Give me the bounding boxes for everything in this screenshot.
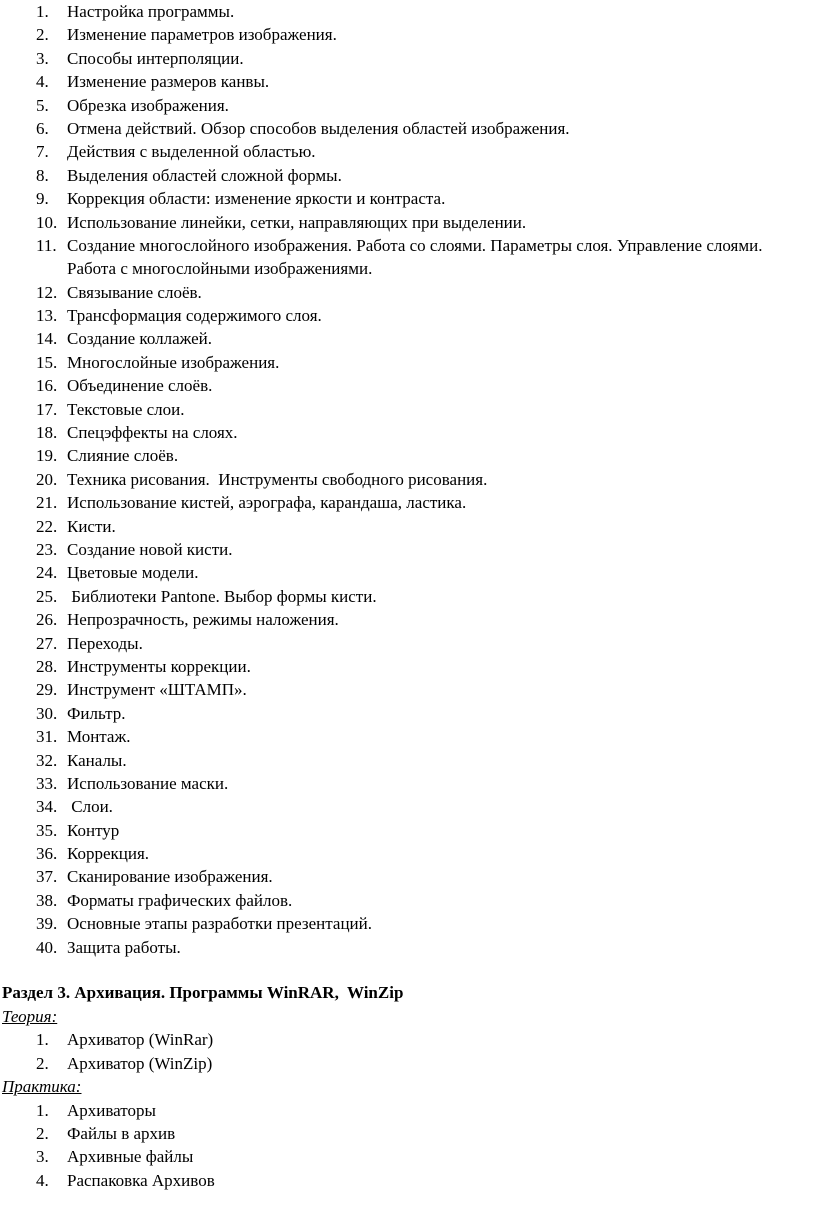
- list-item: [0, 842, 816, 865]
- list-item: [0, 421, 816, 444]
- item-text: Архиватор (WinZip): [67, 1053, 213, 1073]
- item-number: 3.: [36, 1147, 49, 1167]
- list-item: [0, 468, 816, 491]
- item-text: Многослойные изображения.: [67, 352, 280, 372]
- list-item: [0, 912, 816, 935]
- list-item: [0, 327, 816, 350]
- item-number: 31.: [36, 727, 58, 747]
- item-text: Форматы графических файлов.: [67, 890, 293, 910]
- list-item: [0, 234, 816, 281]
- item-number: 9.: [36, 189, 49, 209]
- item-text: Файлы в архив: [67, 1123, 176, 1143]
- item-text: Архиваторы: [67, 1100, 156, 1120]
- item-number: 39.: [36, 914, 58, 934]
- item-number: 23.: [36, 540, 58, 559]
- item-number: 34.: [36, 797, 58, 817]
- list-item: [0, 94, 816, 117]
- list-item: [0, 1028, 816, 1051]
- item-number: 14.: [36, 329, 58, 349]
- item-text: Использование маски.: [67, 773, 229, 793]
- list-item: [0, 374, 816, 397]
- item-number: 2.: [36, 1123, 49, 1143]
- item-text: Слияние слоёв.: [67, 446, 179, 466]
- item-text: Кисти.: [67, 516, 116, 536]
- list-item: [0, 1145, 816, 1168]
- section-title: Раздел 3. Архивация. Программы WinRAR, WinZip: [2, 983, 404, 1002]
- item-number: 2.: [36, 1053, 49, 1073]
- item-number: 10.: [36, 212, 58, 232]
- item-text: Каналы.: [67, 750, 127, 770]
- item-number: 21.: [36, 493, 58, 513]
- item-text: Инструмент «ШТАМП».: [67, 680, 247, 700]
- item-number: 22.: [36, 516, 58, 536]
- item-number: 17.: [36, 399, 58, 419]
- item-number: 35.: [36, 820, 58, 840]
- list-item: [0, 23, 816, 46]
- item-number: 13.: [36, 306, 58, 326]
- item-number: 24.: [36, 563, 58, 583]
- item-text: Архивные файлы: [67, 1147, 194, 1167]
- list-item: [0, 936, 816, 959]
- list-item: [0, 538, 816, 561]
- list-item: [0, 398, 816, 421]
- item-number: 37.: [36, 867, 58, 887]
- item-number: 3.: [36, 48, 49, 68]
- item-text: Монтаж.: [67, 727, 131, 747]
- item-text: Переходы.: [67, 633, 143, 653]
- item-text: Отмена действий. Обзор способов выделения областей изображения.: [67, 118, 570, 138]
- item-text: Архиватор (WinRar): [67, 1030, 214, 1050]
- list-item: [0, 1169, 816, 1192]
- item-number: 20.: [36, 469, 58, 489]
- item-text: Изменение параметров изображения.: [67, 25, 337, 45]
- item-text: Защита работы.: [67, 937, 181, 957]
- list-item: [0, 702, 816, 725]
- item-number: 6.: [36, 118, 49, 138]
- list-item: [0, 819, 816, 842]
- item-text: Связывание слоёв.: [67, 282, 202, 302]
- item-number: 11.: [36, 235, 57, 255]
- list-item: [0, 491, 816, 514]
- item-number: 1.: [36, 1100, 49, 1120]
- list-item: [0, 865, 816, 888]
- item-text: Обрезка изображения.: [67, 95, 229, 115]
- list-item: [0, 351, 816, 374]
- item-text: Создание новой кисти.: [67, 540, 233, 559]
- item-number: 5.: [36, 95, 49, 115]
- item-text: Изменение размеров канвы.: [67, 72, 270, 92]
- list-item: [0, 140, 816, 163]
- item-number: 2.: [36, 25, 49, 45]
- item-text: Создание коллажей.: [67, 329, 213, 349]
- list-item: [0, 515, 816, 538]
- item-number: 26.: [36, 610, 58, 630]
- item-text: Выделения областей сложной формы.: [67, 165, 342, 185]
- item-text: Настройка программы.: [67, 2, 235, 21]
- list-item: [0, 889, 816, 912]
- item-number: 16.: [36, 376, 58, 396]
- list-item: [0, 725, 816, 748]
- item-number: 19.: [36, 446, 58, 466]
- list-item: [0, 117, 816, 140]
- item-text: Текстовые слои.: [67, 399, 185, 419]
- item-number: 36.: [36, 844, 58, 864]
- theory-list: [0, 1028, 816, 1075]
- list-item: [0, 678, 816, 701]
- item-number: 40.: [36, 937, 58, 957]
- list-item: [0, 444, 816, 467]
- item-text: Трансформация содержимого слоя.: [67, 306, 322, 326]
- list-item: [0, 70, 816, 93]
- item-number: 1.: [36, 1030, 49, 1050]
- item-text: Спецэффекты на слоях.: [67, 423, 238, 443]
- list-item: [0, 1099, 816, 1122]
- item-number: 28.: [36, 656, 58, 676]
- item-text: Распаковка Архивов: [67, 1170, 215, 1190]
- item-text: Контур: [67, 820, 120, 840]
- item-number: 38.: [36, 890, 58, 910]
- item-number: 4.: [36, 72, 49, 92]
- section-3: [0, 981, 816, 1192]
- item-text: Объединение слоёв.: [67, 376, 213, 396]
- item-number: 4.: [36, 1170, 49, 1190]
- item-number: 15.: [36, 352, 58, 372]
- list-item: [0, 585, 816, 608]
- list-item: [0, 47, 816, 70]
- list-item: [0, 632, 816, 655]
- item-text: Основные этапы разработки презентаций.: [67, 914, 372, 934]
- list-item: [0, 608, 816, 631]
- item-text: Способы интерполяции.: [67, 48, 244, 68]
- item-number: 30.: [36, 703, 58, 723]
- list-item: [0, 561, 816, 584]
- item-text: Коррекция.: [67, 844, 150, 864]
- item-text: Библиотеки Pantone. Выбор формы кисти.: [67, 586, 377, 606]
- list-item: [0, 772, 816, 795]
- item-text: Фильтр.: [67, 703, 126, 723]
- item-text: Действия с выделенной областью.: [67, 142, 316, 162]
- item-text: Техника рисования. Инструменты свободного рисования.: [67, 469, 488, 489]
- list-item: [0, 0, 816, 23]
- list-item: [0, 304, 816, 327]
- item-text: Коррекция области: изменение яркости и контраста.: [67, 189, 446, 209]
- item-number: 32.: [36, 750, 58, 770]
- list-item: [0, 187, 816, 210]
- list-item: [0, 655, 816, 678]
- item-text: Использование линейки, сетки, направляющих при выделении.: [67, 212, 527, 232]
- item-number: 18.: [36, 423, 58, 443]
- item-text: Инструменты коррекции.: [67, 656, 251, 676]
- list-item: [0, 795, 816, 818]
- item-number: 29.: [36, 680, 58, 700]
- item-number: 25.: [36, 586, 58, 606]
- item-text: Непрозрачность, режимы наложения.: [67, 610, 339, 630]
- item-number: 1.: [36, 2, 49, 21]
- list-item: [0, 164, 816, 187]
- list-item: [0, 1122, 816, 1145]
- list-item: [0, 749, 816, 772]
- item-text: Использование кистей, аэрографа, карандаша, ластика.: [67, 493, 467, 513]
- item-number: 27.: [36, 633, 58, 653]
- item-text: Цветовые модели.: [67, 563, 199, 583]
- theory-heading: Теория:: [2, 1007, 58, 1026]
- practice-list: [0, 1099, 816, 1193]
- item-text: Слои.: [67, 797, 113, 817]
- item-text: Создание многослойного изображения. Работа со слоями. Параметры слоя. Управление слоями. Работа с многослойными изображениями.: [67, 235, 763, 279]
- list-item: [0, 211, 816, 234]
- item-number: 7.: [36, 142, 49, 162]
- item-number: 33.: [36, 773, 58, 793]
- practice-heading: Практика:: [2, 1077, 82, 1097]
- list-item: [0, 1052, 816, 1075]
- item-text: Сканирование изображения.: [67, 867, 273, 887]
- item-number: 12.: [36, 282, 58, 302]
- list-item: [0, 281, 816, 304]
- item-number: 8.: [36, 165, 49, 185]
